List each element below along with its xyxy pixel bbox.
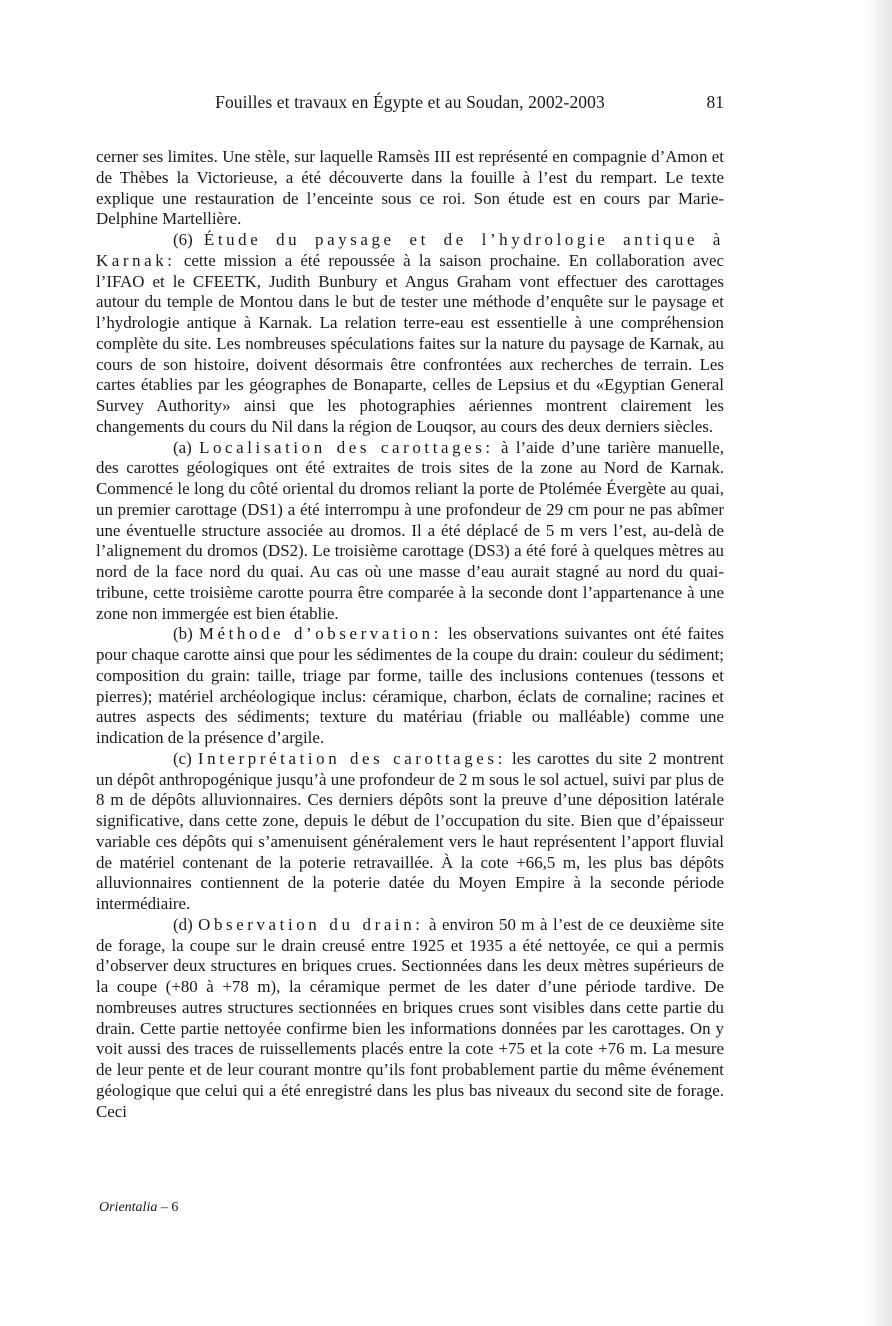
signature-number: 6 bbox=[171, 1200, 179, 1215]
paragraph-section-d bbox=[96, 915, 724, 1123]
paragraph-text: cette mission a été repoussée à la saison prochaine. En collaboration avec l’IFAO et le CFEETK, Judith Bunbury et Angus Graham vont effectuer des carottages autour du temple de Montou dans le but de tester une méthode d’enquête sur le paysage et l’hydrologie antique à Karnak. La relation terre-eau est essentielle à une compréhension complète du site. Les nombreuses spéculations faites sur la nature du paysage de Karnak, au cours de son histoire, doivent désormais être confrontées aux recherches de terrain. Les cartes établies par les géographes de Bonaparte, celles de Lepsius et du «Egyptian General Survey Authority» ainsi que les photographies aériennes montrent clairement les changements du cours du Nil dans la région de Louqsor, au cours des deux derniers siècles. bbox=[96, 250, 724, 436]
paragraph-section-6 bbox=[96, 230, 724, 438]
section-heading: Méthode d’observation: bbox=[198, 624, 442, 644]
section-number: (6) bbox=[173, 230, 204, 249]
signature-separator: – bbox=[157, 1200, 172, 1215]
running-title: Fouilles et travaux en Égypte et au Soudan, 2002-2003 bbox=[215, 92, 605, 112]
section-heading: Interprétation des carottages: bbox=[197, 748, 506, 768]
paragraph-text: à l’aide d’une tarière manuelle, des carottes géologiques ont été extraites de trois sites de la zone au Nord de Karnak. Commencé le long du côté oriental du dromos reliant la porte de Ptolémée Évergète au quai, un premier carottage (DS1) a été interrompu à une profondeur de 29 cm pour ne pas abîmer une éventuelle structure associée au dromos. Il a été déplacé de 5 m vers l’est, au-delà de l’alignement du dromos (DS2). Le troisième carottage (DS3) a été foré à quelques mètres au nord de la face nord du quai. Au cas où une masse d’eau aurait stagné au nord du quai-tribune, cette troisième carotte pourra être comparée à la seconde dont l’appartenance à une zone non immergée est bien établie. bbox=[96, 437, 724, 623]
running-head bbox=[96, 92, 724, 116]
paragraph-text: les observations suivantes ont été faites pour chaque carotte ainsi que pour les sédimentes de la coupe du drain: couleur du sédiment; composition du grain: taille, triage par forme, taille des inclusions contenues (tessons et pierres); matériel archéologique inclus: céramique, charbon, éclats de cornaline; racines et autres aspects des sédiments; texture du matériau (friable ou malléable) comme une indication de la présence d’argile. bbox=[96, 624, 725, 747]
section-number: (c) bbox=[173, 748, 198, 768]
paragraph-continuation bbox=[96, 147, 724, 230]
section-heading: Étude du paysage et de l’hydrologie antique à Karnak: bbox=[96, 230, 724, 270]
section-number: (d) bbox=[173, 914, 199, 934]
section-number: (b) bbox=[173, 624, 199, 644]
signature-mark bbox=[99, 1200, 178, 1216]
paragraph-section-b bbox=[96, 624, 724, 749]
paragraph-text: à environ 50 m à l’est de ce deuxième site de forage, la coupe sur le drain creusé entre 1925 et 1935 a été nettoyée, ce qui a permis d’observer deux structures en briques crues. Sectionnées dans les deux mètres supérieurs de la coupe (+80 à +78 m), la céramique permet de les dater d’une période tardive. De nombreuses autres structures sectionnées en briques crues sont visibles dans cette partie du drain. Cette partie nettoyée confirme bien les informations données par les carottages. On y voit aussi des traces de ruissellements placés entre la cote +75 et la cote +76 m. La mesure de leur pente et de leur courant montre qu’ils font probablement partie du même événement géologique que celui qui a été enregistré dans les plus bas niveaux du second site de forage. Ceci bbox=[96, 914, 725, 1121]
scan-edge-shadow bbox=[866, 0, 892, 1326]
paragraph-section-c bbox=[96, 749, 724, 915]
journal-name: Orientalia bbox=[99, 1200, 158, 1215]
section-heading: Observation du drain: bbox=[198, 914, 424, 934]
section-number: (a) bbox=[173, 437, 200, 457]
section-heading: Localisation des carottages: bbox=[199, 437, 494, 457]
paragraph-text: les carottes du site 2 montrent un dépôt anthropogénique jusqu’à une profondeur de 2 m sous le sol actuel, suivi par plus de 8 m de dépôts alluvionnaires. Ces derniers dépôts sont la preuve d’une déposition latérale significative, dans cette zone, depuis le début de l’occupation du site. Bien que d’épaisseur variable ces dépôts qui s’amenuisent généralement vers le haut représentent l’apport fluvial de matériel contenant de la poterie retravaillée. À la cote +66,5 m, les plus bas dépôts alluvionnaires contiennent de la poterie datée du Moyen Empire à la seconde période intermédiaire. bbox=[96, 748, 724, 913]
paragraph-text: cerner ses limites. Une stèle, sur laquelle Ramsès III est représenté en compagnie d’Amon et de Thèbes la Victorieuse, a été découverte dans la fouille à l’est du rempart. Le texte explique une restauration de l’enceinte sous ce roi. Son étude est en cours par Marie-Delphine Martellière. bbox=[96, 147, 724, 229]
page-number: 81 bbox=[706, 92, 724, 112]
body-text bbox=[96, 147, 724, 1122]
paragraph-section-a bbox=[96, 438, 724, 625]
